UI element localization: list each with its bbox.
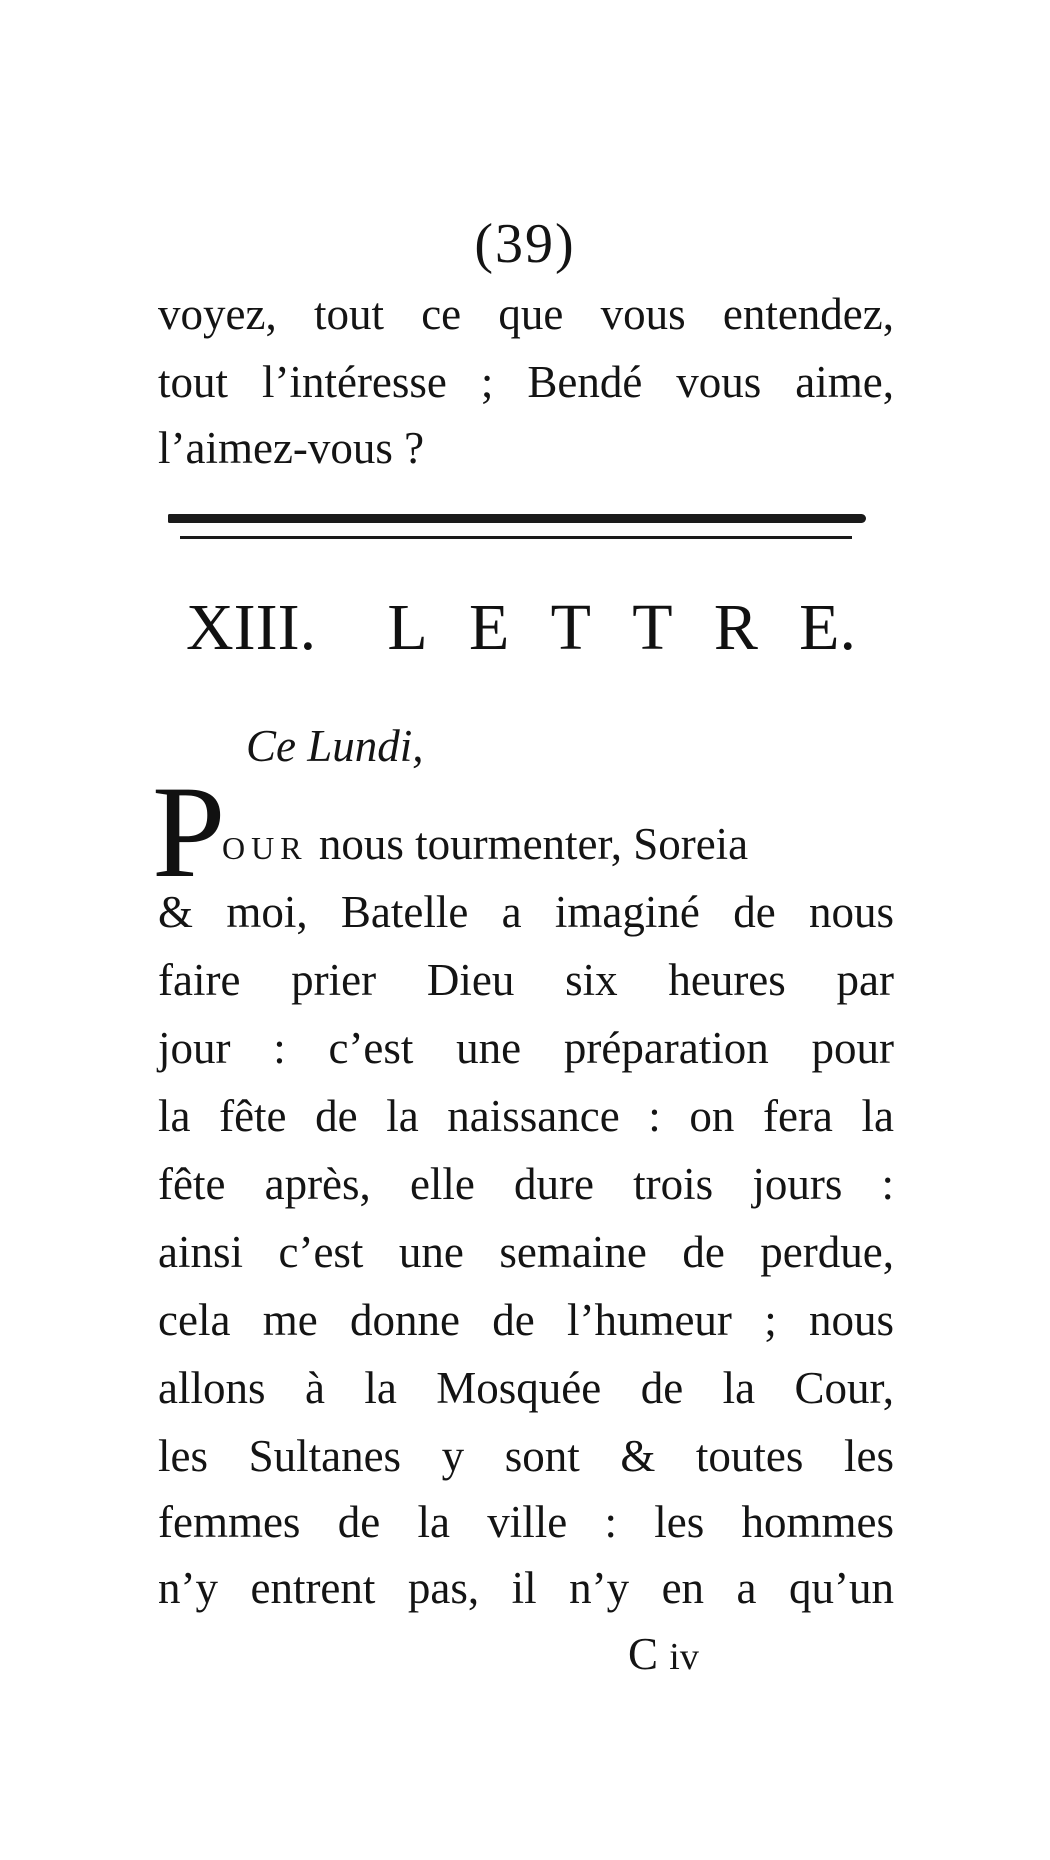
ornamental-rule-thin (180, 536, 852, 539)
body-line-11: femmes de la ville : les hommes (158, 1497, 894, 1547)
body-line-8: cela me donne de l’humeur ; nous (158, 1295, 894, 1345)
body-line-5: la fête de la naissance : on fera la (158, 1091, 894, 1141)
body-line-10: les Sultanes y sont & toutes les (158, 1431, 894, 1481)
body-line-12: n’y entrent pas, il n’y en a qu’un (158, 1563, 894, 1613)
continuation-line-1: voyez, tout ce que vous entendez, (158, 289, 894, 339)
continuation-line-3: l’aimez-vous ? (158, 423, 425, 473)
body-line-9: allons à la Mosquée de la Cour, (158, 1363, 894, 1413)
continuation-line-2: tout l’intéresse ; Bendé vous aime, (158, 357, 894, 407)
heading-numeral: XIII. (186, 591, 317, 664)
signature-letter: C (628, 1629, 659, 1679)
body-line-4: jour : c’est une préparation pour (158, 1023, 894, 1073)
ornamental-rule-thick (168, 514, 866, 523)
heading-letter-6: E. (799, 591, 856, 664)
body-line-first (222, 816, 894, 876)
heading-letter-3: T (550, 591, 591, 664)
first-line-rest: nous tourmenter, Soreia (307, 819, 749, 869)
heading-letter-5: R (713, 591, 758, 664)
drop-cap: P (152, 758, 226, 905)
dateline: Ce Lundi, (246, 721, 424, 771)
signature-mark (628, 1626, 699, 1685)
first-word-small-caps: OUR (222, 830, 308, 866)
body-line-6: fête après, elle dure trois jours : (158, 1159, 894, 1209)
body-line-3: faire prier Dieu six heures par (158, 955, 894, 1005)
letter-heading (186, 590, 856, 666)
body-line-7: ainsi c’est une semaine de perdue, (158, 1227, 894, 1277)
heading-letter-4: T (632, 591, 673, 664)
heading-letter-1: L (387, 591, 428, 664)
page-number: (39) (474, 213, 576, 275)
heading-letter-2: E (469, 591, 510, 664)
body-line-2: & moi, Batelle a imaginé de nous (158, 887, 894, 937)
signature-numeral: iv (669, 1636, 699, 1678)
